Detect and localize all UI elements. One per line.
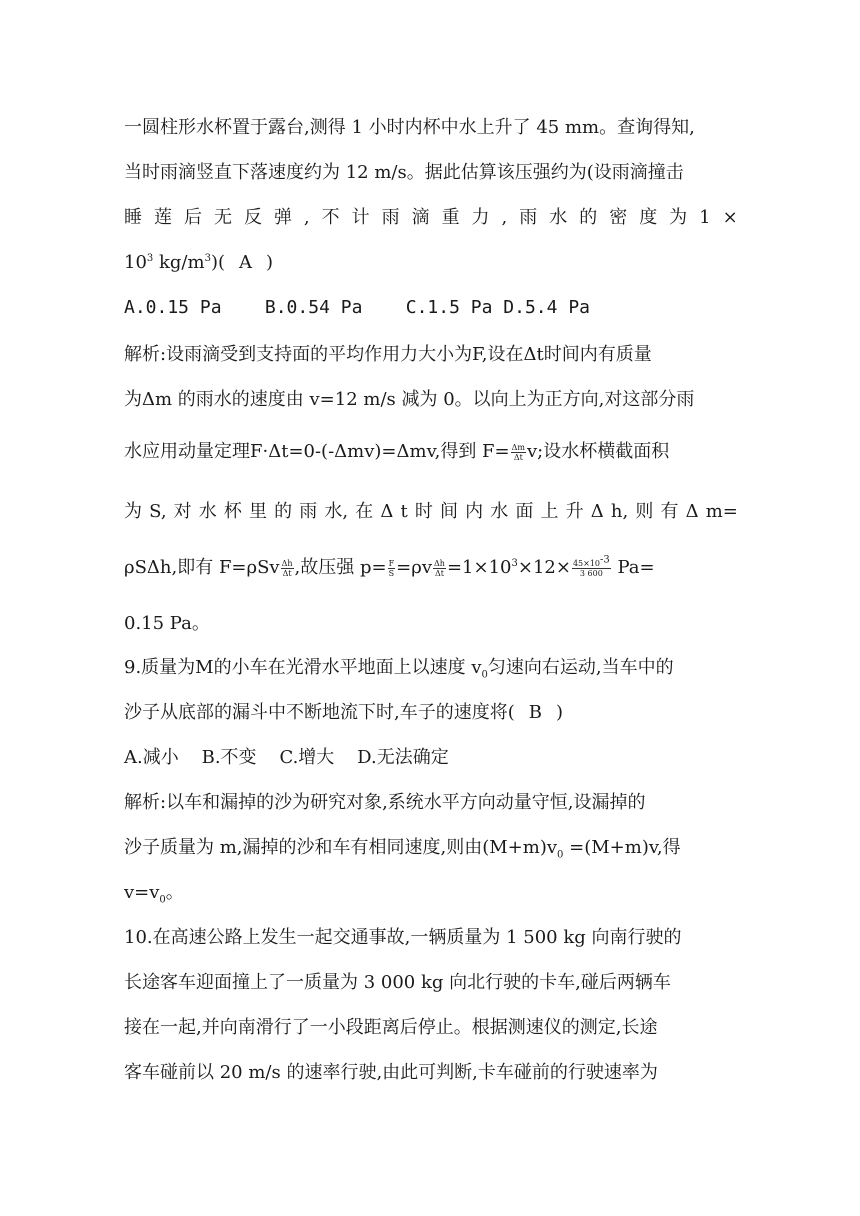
q8-analysis4-word: 则 xyxy=(635,501,654,522)
q8-analysis4-word: 内 xyxy=(465,501,484,522)
q8-analysis4-word: 上 xyxy=(540,501,559,522)
q8-answer: A xyxy=(239,252,252,273)
q8-line3-word: 1 xyxy=(699,207,711,228)
q8-line3-word: 为 xyxy=(669,207,688,228)
fraction: $\frac{45\times 10^{-3}}{3 600}$ xyxy=(572,553,610,578)
q8-line3-word: , xyxy=(501,207,508,228)
q8-analysis4-word: 为 xyxy=(124,501,142,522)
q8-line3-word: 睡 xyxy=(124,207,142,228)
q8-line3-word: 不 xyxy=(321,207,340,228)
q8-analysis4-word: Δ xyxy=(590,501,604,522)
q8-analysis4-word: 在 xyxy=(355,501,374,522)
fraction: $\frac{\Delta h}{\Delta t}$ xyxy=(434,558,445,578)
q8-analysis-3: 水应用动量定理F·Δt=0-(-Δmv)=Δmv,得到 F= $\frac{\Delta m}{\Delta t}$ v;设水杯横截面积 xyxy=(124,441,670,462)
q9-answer: B xyxy=(528,702,542,723)
q8-analysis4-word: 的 xyxy=(274,501,293,522)
q8-analysis4-word: 面 xyxy=(515,501,534,522)
q9-analysis-3: $v=v_0$。 xyxy=(124,882,184,906)
q8-line-4: $10^3$ $kg/m^3$)( A ) xyxy=(124,252,274,273)
q8-line3-word: 反 xyxy=(243,207,262,228)
q8-line3-word: 莲 xyxy=(153,207,172,228)
fraction: $\frac{F}{S}$ xyxy=(388,558,395,578)
q8-line3-word: 度 xyxy=(639,207,658,228)
q8-analysis4-word: 雨 xyxy=(299,501,318,522)
q8-line3-word: , xyxy=(303,207,310,228)
q8-analysis-1: 解析:设雨滴受到支持面的平均作用力大小为F,设在Δt时间内有质量 xyxy=(124,344,652,365)
q8-line-1: 一圆柱形水杯置于露台,测得 1 小时内杯中水上升了 45 mm。查询得知, xyxy=(124,117,695,138)
q8-analysis4-word: Δ xyxy=(380,501,394,522)
q8-analysis4-word: 有 xyxy=(660,501,679,522)
q8-analysis4-word: 杯 xyxy=(223,501,242,522)
q8-analysis4-word: 水 xyxy=(198,501,217,522)
fraction: $\frac{\Delta h}{\Delta t}$ xyxy=(281,558,293,578)
q8-line3-word: 水 xyxy=(549,207,568,228)
q8-line3-word: 雨 xyxy=(381,207,400,228)
q9-analysis-1: 解析:以车和漏掉的沙为研究对象,系统水平方向动量守恒,设漏掉的 xyxy=(124,792,646,813)
q8-analysis4-word: 里 xyxy=(249,501,268,522)
q8-analysis4-word: t xyxy=(400,501,408,522)
q8-analysis-5: ρSΔh,即有 F=ρSv $\frac{\Delta h}{\Delta t}$ ,故压强 p= $\frac{F}{S}$ =ρv $\frac{\Delta h}{\Delta t}$ $=1\times 10^3\times 12\times$ $\frac{45\times 10^{-3}}{3 600}$ Pa= xyxy=(124,553,655,578)
q8-analysis4-word: Δ xyxy=(685,501,699,522)
q9-line-1: 9.质量为M的小车在光滑水平地面上以速度 $v_0$匀速向右运动,当车中的 xyxy=(124,657,674,681)
q8-line3-word: 后 xyxy=(183,207,202,228)
q8-analysis4-word: 间 xyxy=(440,501,459,522)
q8-analysis-2: 为Δm 的雨水的速度由 v=12 m/s 减为 0。以向上为正方向,对这部分雨 xyxy=(124,389,695,410)
q8-line3-word: 弹 xyxy=(273,207,292,228)
q10-line-4: 客车碰前以 20 m/s 的速率行驶,由此可判断,卡车碰前的行驶速率为 xyxy=(124,1062,658,1083)
q8-line-3 xyxy=(124,206,738,230)
q9-options: A.减小 B.不变 C.增大 D.无法确定 xyxy=(124,747,449,768)
q8-analysis4-word: 升 xyxy=(565,501,584,522)
q8-line3-word: 力 xyxy=(471,207,490,228)
q8-analysis4-word: 水 xyxy=(490,501,509,522)
q8-line3-word: 滴 xyxy=(411,207,430,228)
fraction: $\frac{\Delta m}{\Delta t}$ xyxy=(511,442,525,462)
q8-analysis4-word: 对 xyxy=(173,501,192,522)
q10-line-1: 10.在高速公路上发生一起交通事故,一辆质量为 1 500 kg 向南行驶的 xyxy=(124,927,682,948)
q8-line3-word: 的 xyxy=(579,207,598,228)
q8-options: A.0.15 Pa B.0.54 Pa C.1.5 Pa D.5.4 Pa xyxy=(124,297,590,318)
q10-line-2: 长途客车迎面撞上了一质量为 3 000 kg 向北行驶的卡车,碰后两辆车 xyxy=(124,972,671,993)
q8-analysis4-word: 水, xyxy=(324,501,349,522)
q8-analysis4-word: 时 xyxy=(414,501,433,522)
q8-line3-word: 密 xyxy=(609,207,628,228)
q8-line3-word: 重 xyxy=(441,207,460,228)
q8-line3-word: × xyxy=(722,207,738,228)
q8-analysis-6: 0.15 Pa。 xyxy=(124,613,210,634)
q8-analysis4-word: S, xyxy=(149,501,167,522)
q8-line3-word: 雨 xyxy=(519,207,538,228)
q8-analysis4-word: h, xyxy=(610,501,629,522)
q8-line-2: 当时雨滴竖直下落速度约为 12 m/s。据此估算该压强约为(设雨滴撞击 xyxy=(124,162,684,183)
q9-line-2: 沙子从底部的漏斗中不断地流下时,车子的速度将( B ) xyxy=(124,702,564,723)
q10-line-3: 接在一起,并向南滑行了一小段距离后停止。根据测速仪的测定,长途 xyxy=(124,1017,658,1038)
q8-analysis4-word: m= xyxy=(705,501,738,522)
q8-analysis-4 xyxy=(124,500,738,524)
q8-line3-word: 计 xyxy=(351,207,370,228)
q9-analysis-2: 沙子质量为 m,漏掉的沙和车有相同速度,则由$(M+m)v_0 =(M+m)v$,得 xyxy=(124,837,681,861)
q8-line3-word: 无 xyxy=(213,207,232,228)
